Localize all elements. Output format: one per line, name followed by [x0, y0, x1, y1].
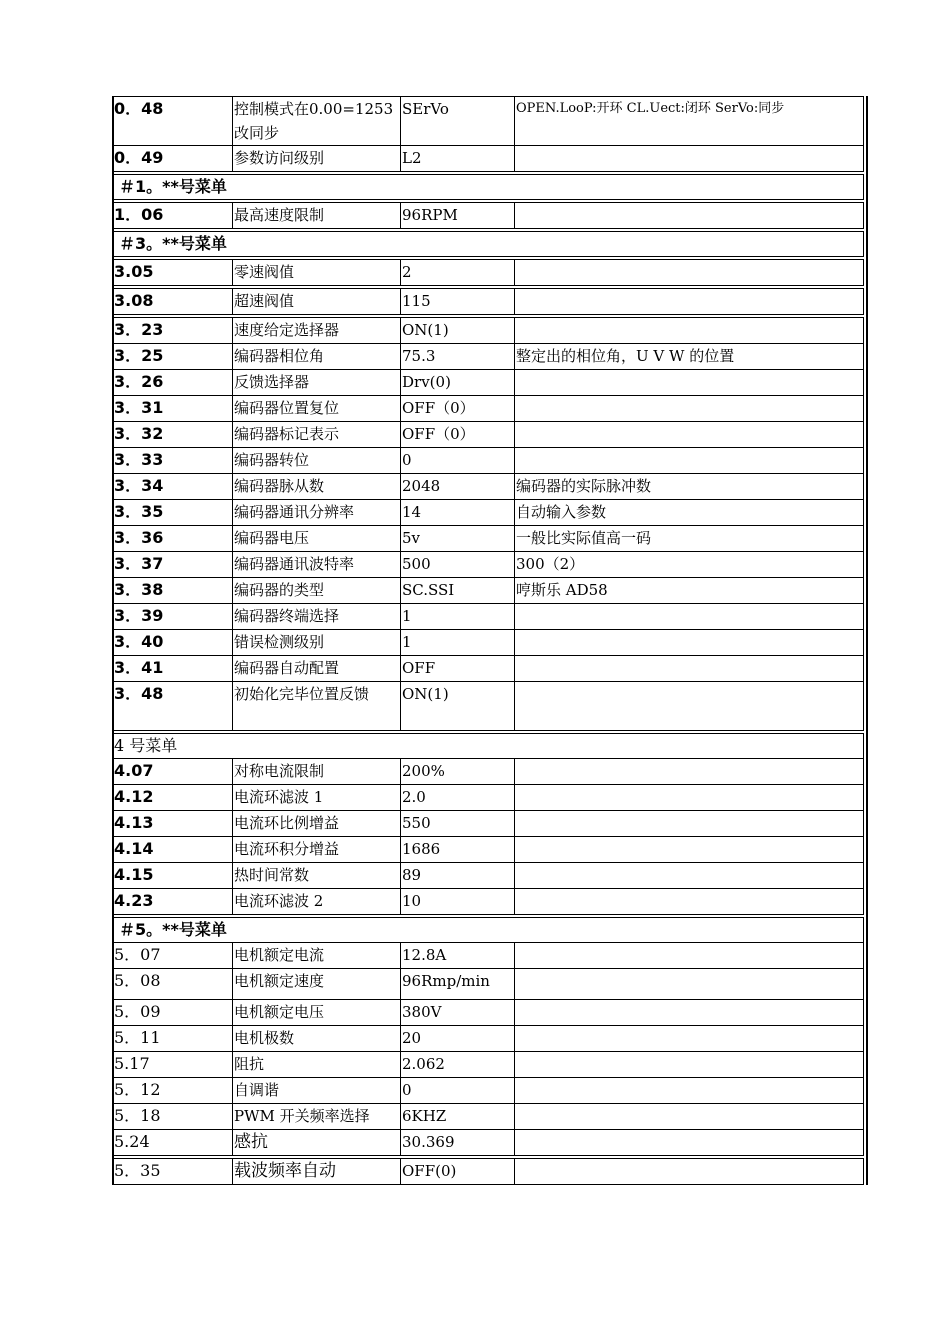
param-name: 对称电流限制 [233, 759, 401, 785]
param-name: 编码器终端选择 [233, 604, 401, 630]
param-name: 编码器标记表示 [233, 422, 401, 448]
table-row [113, 682, 864, 733]
table-row [113, 97, 864, 146]
param-value: OFF(0) [401, 1157, 515, 1185]
section-title: 4 号菜单 [113, 732, 864, 759]
table-row [113, 474, 864, 500]
param-note [515, 863, 864, 889]
table-row [113, 863, 864, 889]
param-code: 3．26 [113, 370, 233, 396]
section-header-row [113, 173, 864, 201]
param-note [515, 370, 864, 396]
table-row [113, 287, 864, 316]
param-code: 5．09 [113, 1000, 233, 1026]
table-row [113, 759, 864, 785]
param-value: 20 [401, 1026, 515, 1052]
param-code: 5．07 [113, 943, 233, 969]
param-value: 0 [401, 1078, 515, 1104]
param-note [515, 316, 864, 344]
param-code: 3．39 [113, 604, 233, 630]
param-name: 自调谐 [233, 1078, 401, 1104]
param-name: 编码器相位角 [233, 344, 401, 370]
param-note [515, 604, 864, 630]
table-row [113, 500, 864, 526]
param-code: 3.05 [113, 258, 233, 287]
param-value: 550 [401, 811, 515, 837]
param-code: 3．25 [113, 344, 233, 370]
param-name: 电机额定电压 [233, 1000, 401, 1026]
param-name: PWM 开关频率选择 [233, 1104, 401, 1130]
table-row [113, 837, 864, 863]
table-row [113, 396, 864, 422]
param-value: L2 [401, 146, 515, 174]
param-name: 编码器的类型 [233, 578, 401, 604]
table-row [113, 1130, 864, 1158]
param-name: 电机极数 [233, 1026, 401, 1052]
section-header-row [113, 230, 864, 258]
param-code: 5.24 [113, 1130, 233, 1158]
table-row [113, 1104, 864, 1130]
param-code: 3．23 [113, 316, 233, 344]
param-value: 2.0 [401, 785, 515, 811]
param-value: ON(1) [401, 682, 515, 733]
param-note [515, 1130, 864, 1158]
param-code: 5．12 [113, 1078, 233, 1104]
param-value: 10 [401, 889, 515, 917]
param-name: 编码器自动配置 [233, 656, 401, 682]
table-row [113, 422, 864, 448]
param-name: 电流环滤波 1 [233, 785, 401, 811]
table-row [113, 811, 864, 837]
parameter-table [112, 96, 864, 1185]
param-name: 编码器脉从数 [233, 474, 401, 500]
param-value: SErVo [401, 97, 515, 146]
param-name: 编码器电压 [233, 526, 401, 552]
param-code: 0．49 [113, 146, 233, 174]
param-note [515, 396, 864, 422]
param-value: 200% [401, 759, 515, 785]
param-value: 0 [401, 448, 515, 474]
param-value: 14 [401, 500, 515, 526]
param-code: 3．40 [113, 630, 233, 656]
param-note [515, 1078, 864, 1104]
param-value: 1686 [401, 837, 515, 863]
param-code: 4.14 [113, 837, 233, 863]
param-note: 一般比实际值高一码 [515, 526, 864, 552]
param-value: OFF [401, 656, 515, 682]
param-code: 3．34 [113, 474, 233, 500]
table-row [113, 1000, 864, 1026]
param-value: 2.062 [401, 1052, 515, 1078]
param-code: 5.17 [113, 1052, 233, 1078]
param-value: 75.3 [401, 344, 515, 370]
param-value: 96RPM [401, 201, 515, 230]
param-note [515, 656, 864, 682]
param-note [515, 287, 864, 316]
param-note: 哼斯乐 AD58 [515, 578, 864, 604]
param-note [515, 811, 864, 837]
param-code: 3．48 [113, 682, 233, 733]
param-note [515, 201, 864, 230]
table-row [113, 316, 864, 344]
table-row [113, 344, 864, 370]
param-value: 89 [401, 863, 515, 889]
param-name: 参数访问级别 [233, 146, 401, 174]
param-note [515, 969, 864, 1000]
param-value: OFF（0） [401, 396, 515, 422]
param-note [515, 1052, 864, 1078]
param-code: 3．33 [113, 448, 233, 474]
param-value: 12.8A [401, 943, 515, 969]
param-note [515, 785, 864, 811]
param-name: 最高速度限制 [233, 201, 401, 230]
section-header-row [113, 916, 864, 943]
param-name: 阻抗 [233, 1052, 401, 1078]
param-code: 5．18 [113, 1104, 233, 1130]
param-name: 编码器通讯分辨率 [233, 500, 401, 526]
param-name: 初始化完毕位置反馈 [233, 682, 401, 733]
param-code: 3．41 [113, 656, 233, 682]
param-note [515, 1000, 864, 1026]
table-row [113, 146, 864, 174]
param-name: 编码器通讯波特率 [233, 552, 401, 578]
section-title: ＃5。**号菜单 [113, 916, 864, 943]
param-note: 编码器的实际脉冲数 [515, 474, 864, 500]
param-code: 4.12 [113, 785, 233, 811]
param-code: 4.23 [113, 889, 233, 917]
param-note: 300（2） [515, 552, 864, 578]
table-row [113, 604, 864, 630]
param-code: 3．31 [113, 396, 233, 422]
section-header-row [113, 732, 864, 759]
table-row [113, 785, 864, 811]
table-row [113, 370, 864, 396]
parameter-sheet [112, 96, 864, 1185]
param-name: 电流环滤波 2 [233, 889, 401, 917]
table-row [113, 578, 864, 604]
param-note [515, 759, 864, 785]
param-name: 速度给定选择器 [233, 316, 401, 344]
param-note: 整定出的相位角，U V W 的位置 [515, 344, 864, 370]
param-note [515, 1104, 864, 1130]
table-row [113, 1052, 864, 1078]
param-name: 热时间常数 [233, 863, 401, 889]
table-row [113, 258, 864, 287]
param-value: 2048 [401, 474, 515, 500]
param-note: OPEN.LooP:开环 CL.Uect:闭环 SerVo:同步 [515, 97, 864, 146]
param-name: 电流环积分增益 [233, 837, 401, 863]
param-code: 5．08 [113, 969, 233, 1000]
param-value: 115 [401, 287, 515, 316]
param-code: 3．32 [113, 422, 233, 448]
param-code: 4.15 [113, 863, 233, 889]
param-name: 感抗 [233, 1130, 401, 1158]
param-value: 1 [401, 604, 515, 630]
param-code: 5．11 [113, 1026, 233, 1052]
param-name: 电机额定速度 [233, 969, 401, 1000]
param-value: SC.SSI [401, 578, 515, 604]
param-note [515, 943, 864, 969]
param-note [515, 448, 864, 474]
param-value: 96Rmp/min [401, 969, 515, 1000]
param-value: 2 [401, 258, 515, 287]
param-code: 3.08 [113, 287, 233, 316]
param-name: 错误检测级别 [233, 630, 401, 656]
param-name: 编码器位置复位 [233, 396, 401, 422]
table-row [113, 969, 864, 1000]
param-name: 载波频率自动 [233, 1157, 401, 1185]
param-value: 380V [401, 1000, 515, 1026]
param-value: 1 [401, 630, 515, 656]
param-code: 3．38 [113, 578, 233, 604]
param-value: 6KHZ [401, 1104, 515, 1130]
table-row [113, 201, 864, 230]
param-name: 控制模式在0.00=1253改同步 [233, 97, 401, 146]
param-name: 反馈选择器 [233, 370, 401, 396]
param-name: 超速阀值 [233, 287, 401, 316]
section-title: ＃1。**号菜单 [113, 173, 864, 201]
param-value: OFF（0） [401, 422, 515, 448]
param-name: 零速阀值 [233, 258, 401, 287]
table-row [113, 1157, 864, 1185]
param-note [515, 1026, 864, 1052]
param-value: 5v [401, 526, 515, 552]
param-value: ON(1) [401, 316, 515, 344]
param-code: 5．35 [113, 1157, 233, 1185]
section-title: ＃3。**号菜单 [113, 230, 864, 258]
param-value: Drv(0) [401, 370, 515, 396]
table-row [113, 526, 864, 552]
param-note [515, 1157, 864, 1185]
param-value: 500 [401, 552, 515, 578]
param-name: 电机额定电流 [233, 943, 401, 969]
table-row [113, 656, 864, 682]
table-row [113, 889, 864, 917]
table-row [113, 448, 864, 474]
param-code: 3．36 [113, 526, 233, 552]
table-row [113, 552, 864, 578]
param-note: 自动输入参数 [515, 500, 864, 526]
param-code: 1．06 [113, 201, 233, 230]
param-code: 4.13 [113, 811, 233, 837]
param-note [515, 146, 864, 174]
table-row [113, 1026, 864, 1052]
param-note [515, 630, 864, 656]
param-code: 4.07 [113, 759, 233, 785]
table-row [113, 1078, 864, 1104]
param-code: 3．37 [113, 552, 233, 578]
param-note [515, 258, 864, 287]
param-name: 编码器转位 [233, 448, 401, 474]
param-code: 3．35 [113, 500, 233, 526]
param-note [515, 422, 864, 448]
table-row [113, 943, 864, 969]
param-code: 0．48 [113, 97, 233, 146]
param-value: 30.369 [401, 1130, 515, 1158]
table-row [113, 630, 864, 656]
param-note [515, 837, 864, 863]
param-note [515, 889, 864, 917]
param-name: 电流环比例增益 [233, 811, 401, 837]
param-note [515, 682, 864, 733]
